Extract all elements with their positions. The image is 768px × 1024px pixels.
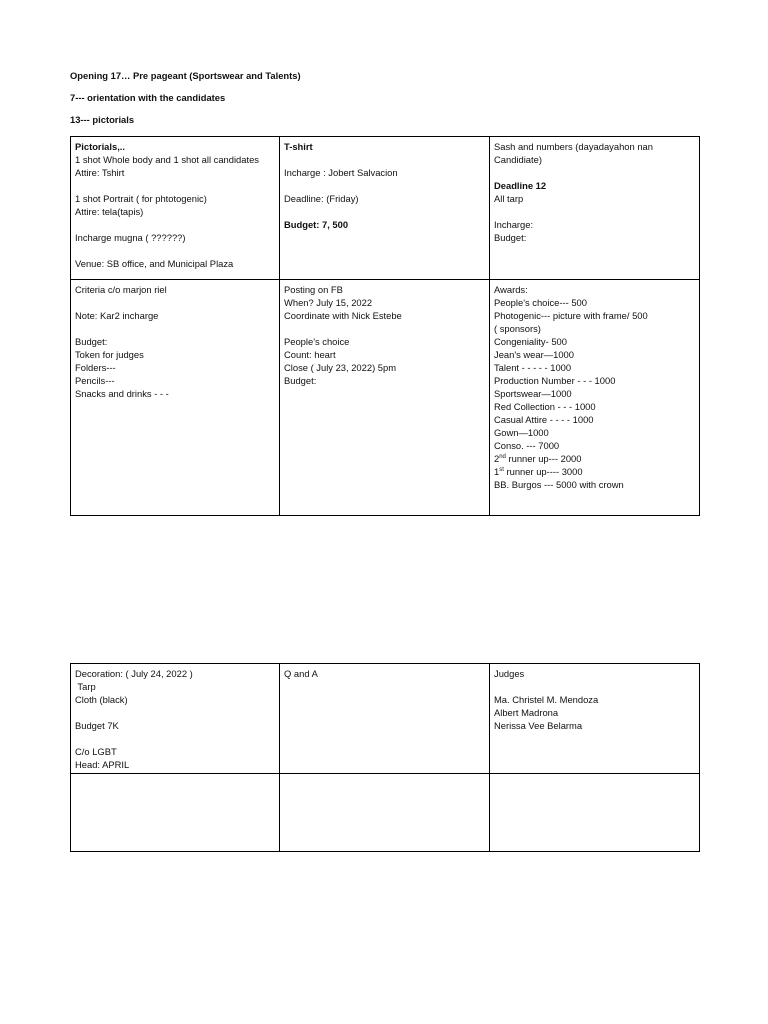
list-item: Budget: (494, 232, 527, 243)
list-item: Judges (494, 668, 525, 679)
list-item: Note: Kar2 incharge (75, 310, 159, 321)
list-item: Budget 7K (75, 720, 119, 731)
list-item: Conso. --- 7000 (494, 440, 560, 451)
list-item: Jean's wear—1000 (494, 349, 574, 360)
list-item: BB. Burgos --- 5000 with crown (494, 479, 624, 490)
qanda-cell (280, 664, 490, 774)
list-item: Folders--- (75, 362, 116, 373)
list-item: People's choice--- 500 (494, 297, 587, 308)
list-item: Incharge: (494, 219, 534, 230)
list-item: Awards: (494, 284, 528, 295)
list-item: Photogenic--- picture with frame/ 500 (494, 310, 648, 321)
list-item: Cloth (black) (75, 694, 128, 705)
list-item: Production Number - - - 1000 (494, 375, 616, 386)
list-item: Talent - - - - - 1000 (494, 362, 572, 373)
list-item: C/o LGBT (75, 746, 117, 757)
empty-cell (71, 774, 280, 852)
list-item: Red Collection - - - 1000 (494, 401, 596, 412)
table-row (71, 137, 700, 280)
list-item: Posting on FB (284, 284, 343, 295)
list-item: 1 shot Whole body and 1 shot all candidates (75, 154, 259, 165)
list-item: Budget: (284, 375, 317, 386)
list-item: Gown—1000 (494, 427, 549, 438)
list-item: Incharge : Jobert Salvacion (284, 167, 398, 178)
list-item: Count: heart (284, 349, 336, 360)
heading-pictorials: 13--- pictorials (70, 114, 135, 125)
sash-cell (490, 137, 700, 280)
list-item: Nerissa Vee Belarma (494, 720, 583, 731)
heading-opening: Opening 17… Pre pageant (Sportswear and Talents) (70, 70, 301, 81)
list-item: 1 shot Portrait ( for phtotogenic) (75, 193, 207, 204)
tshirt-title: T-shirt (284, 141, 313, 152)
list-item: Coordinate with Nick Estebe (284, 310, 402, 321)
list-item: Q and A (284, 668, 318, 679)
list-item: Token for judges (75, 349, 144, 360)
table-row (71, 664, 700, 774)
list-item: Attire: Tshirt (75, 167, 125, 178)
list-item: Pencils--- (75, 375, 115, 386)
list-item: Criteria c/o marjon riel (75, 284, 167, 295)
awards-cell (490, 280, 700, 516)
list-item: Casual Attire - - - - 1000 (494, 414, 594, 425)
ordinal-suffix: nd (499, 453, 506, 460)
ordinal-number: 2 (494, 453, 500, 464)
planning-table-2 (70, 663, 700, 852)
empty-cell (280, 774, 490, 852)
list-item: Deadline: (Friday) (284, 193, 359, 204)
judges-cell (490, 664, 700, 774)
ordinal-number: 1 (494, 466, 500, 477)
posting-cell (280, 280, 490, 516)
empty-cell (490, 774, 700, 852)
list-item: Attire: tela(tapis) (75, 206, 144, 217)
award-text: runner up---- 3000 (503, 466, 583, 477)
list-item: Sash and numbers (dayadayahon nan (494, 141, 653, 152)
list-item: Close ( July 23, 2022) 5pm (284, 362, 397, 373)
decoration-cell (71, 664, 280, 774)
list-item: Decoration: ( July 24, 2022 ) (75, 668, 193, 679)
list-item: Congeniality- 500 (494, 336, 567, 347)
list-item (494, 452, 695, 465)
list-item: Incharge mugna ( ??????) (75, 232, 186, 243)
list-item: ( sponsors) (494, 323, 541, 334)
table-row (71, 280, 700, 516)
criteria-cell (71, 280, 280, 516)
table-row (71, 774, 700, 852)
list-item: Candidiate) (494, 154, 542, 165)
ordinal-suffix: st (499, 466, 504, 473)
list-item: Venue: SB office, and Municipal Plaza (75, 258, 234, 269)
list-item: Sportswear—1000 (494, 388, 572, 399)
list-item: All tarp (494, 193, 524, 204)
list-item: Tarp (75, 681, 96, 692)
pictorials-title: Pictorials,.. (75, 141, 126, 152)
sash-deadline: Deadline 12 (494, 180, 547, 191)
list-item: People's choice (284, 336, 350, 347)
award-text: runner up--- 2000 (505, 453, 582, 464)
list-item: Head: APRIL (75, 759, 130, 770)
list-item (494, 465, 695, 478)
tshirt-cell (280, 137, 490, 280)
planning-table-1 (70, 136, 700, 516)
heading-orientation: 7--- orientation with the candidates (70, 92, 226, 103)
list-item: Albert Madrona (494, 707, 559, 718)
list-item: Budget: (75, 336, 108, 347)
tshirt-budget: Budget: 7, 500 (284, 219, 349, 230)
list-item: When? July 15, 2022 (284, 297, 373, 308)
pictorials-cell (71, 137, 280, 280)
list-item: Snacks and drinks - - - (75, 388, 169, 399)
list-item: Ma. Christel M. Mendoza (494, 694, 599, 705)
